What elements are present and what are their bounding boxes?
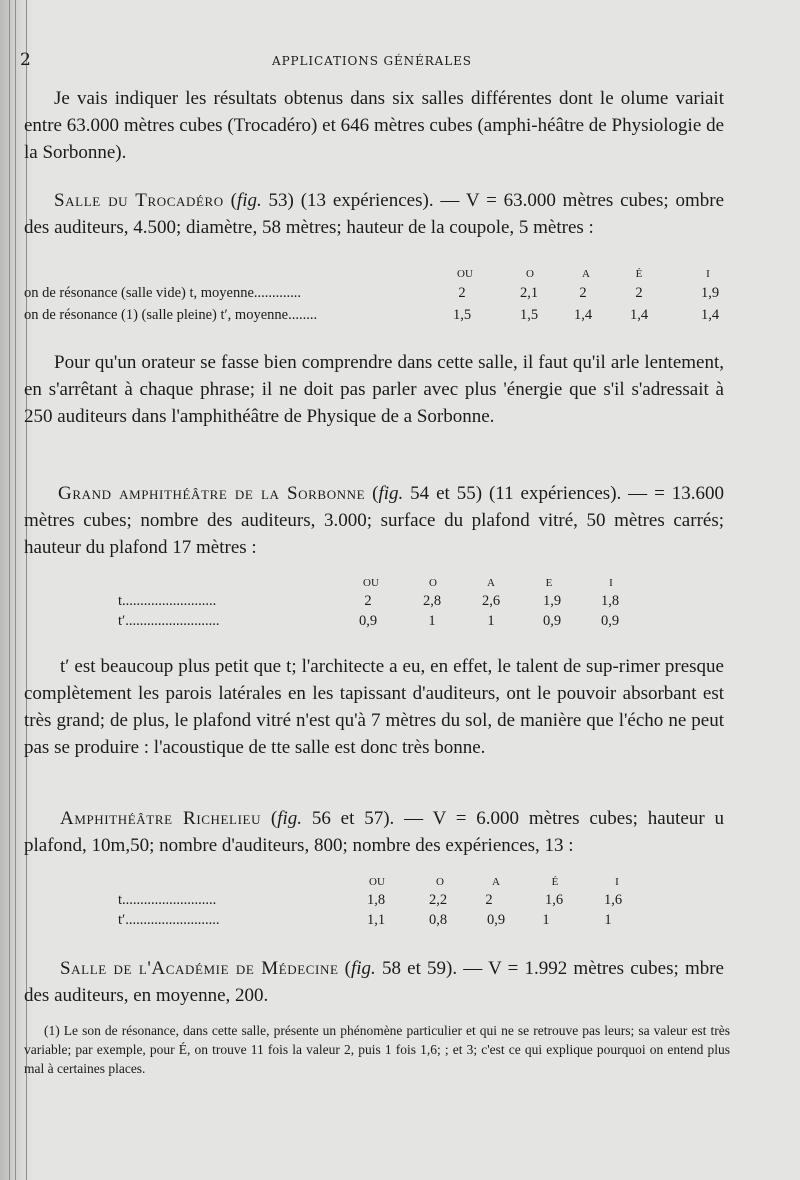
table-cell: 1	[542, 912, 550, 928]
table-cell: 1,1	[366, 912, 386, 928]
section-trocadero-comment: Pour qu'un orateur se fasse bien comprendre dans cette salle, il faut qu'il arle lentement, en s'arrêtant à chaque phrase; il ne doit pas parler avec plus 'énergie que s'il s'adressait à 250 auditeurs dans l'amphithéâtre de Physique de a Sorbonne.	[24, 352, 724, 427]
section-details: 58 et 59). — V = 1.992 mètres cubes; mbre des auditeurs, en moyenne, 200.	[24, 958, 724, 1006]
table-header: I	[706, 268, 710, 280]
table-header: A	[487, 577, 495, 589]
table-cell: 2	[485, 892, 493, 908]
table-header: OU	[457, 268, 473, 280]
table-header: A	[492, 876, 500, 888]
table-cell: 1,8	[600, 593, 620, 609]
section-details: 54 et 55) (11 expériences). — = 13.600 mètres cubes; nombre des auditeurs, 3.000; surface du plafond vitré, 50 mètres carrés; hauteur du plafond 17 mètres :	[24, 483, 724, 558]
table-row-label: on de résonance (salle vide) t, moyenne.............	[24, 285, 302, 301]
table-cell: 1	[487, 613, 495, 629]
section-academie-intro: Salle de l'Académie de Médecine (fig. 58 et 59). — V = 1.992 mètres cubes; mbre des auditeurs, en moyenne, 200.	[24, 958, 724, 1006]
table-header: O	[436, 876, 444, 888]
table-sorbonne	[0, 574, 800, 630]
table-cell: 2	[458, 285, 466, 301]
intro-paragraph: Je vais indiquer les résultats obtenus dans six salles différentes dont le olume variait entre 63.000 mètres cubes (Trocadéro) et 646 mètres cubes (amphi-héâtre de Physiologie de la Sorbonne).	[24, 88, 724, 163]
table-cell: 0,9	[358, 613, 378, 629]
table-row-label: t..........................	[118, 593, 217, 609]
table-cell: 1,9	[542, 593, 562, 609]
table-header: I	[615, 876, 619, 888]
section-heading: Salle du Trocadéro	[54, 190, 224, 211]
table-row-label: on de résonance (1) (salle pleine) t′, moyenne........	[24, 307, 318, 323]
table-cell: 1,6	[544, 892, 564, 908]
table-cell: 2,2	[428, 892, 448, 908]
section-richelieu-intro: Amphithéâtre Richelieu (fig. 56 et 57). — V = 6.000 mètres cubes; hauteur u plafond, 10m,50; nombre d'auditeurs, 800; nombre des expériences, 13 :	[24, 808, 724, 856]
section-details: 53) (13 expériences). — V = 63.000 mètres cubes; ombre des auditeurs, 4.500; diamètre, 58 mètres; hauteur de la coupole, 5 mètres :	[24, 190, 725, 238]
table-cell: 1,6	[603, 892, 623, 908]
table-header: E	[545, 577, 553, 589]
section-details: 56 et 57). — V = 6.000 mètres cubes; hauteur u plafond, 10m,50; nombre d'auditeurs, 800; nombre des expériences, 13 :	[24, 808, 724, 856]
table-header: É	[635, 268, 643, 280]
section-heading: Amphithéâtre Richelieu	[60, 808, 262, 829]
table-header: I	[609, 577, 613, 589]
table-trocadero	[0, 265, 800, 325]
table-header: A	[582, 268, 590, 280]
table-cell: 1	[604, 912, 612, 928]
table-cell: 0,9	[600, 613, 620, 629]
table-cell: 2,1	[519, 285, 539, 301]
table-cell: 2	[579, 285, 587, 301]
table-cell: 0,8	[428, 912, 448, 928]
figure-reference: fig.	[277, 808, 303, 829]
page-number: 2	[20, 50, 31, 70]
section-trocadero-intro: Salle du Trocadéro (fig. 53) (13 expériences). — V = 63.000 mètres cubes; ombre des auditeurs, 4.500; diamètre, 58 mètres; hauteur de la coupole, 5 mètres :	[24, 190, 725, 238]
table-cell: 2,6	[481, 593, 501, 609]
table-cell: 1,5	[452, 307, 472, 323]
table-cell: 1,4	[629, 307, 649, 323]
table-cell: 2	[364, 593, 372, 609]
section-heading: Salle de l'Académie de Médecine	[60, 958, 339, 979]
table-cell: 1,4	[573, 307, 593, 323]
running-head: APPLICATIONS GÉNÉRALES	[272, 54, 472, 68]
table-header: OU	[369, 876, 385, 888]
table-cell: 1	[428, 613, 436, 629]
table-header: OU	[363, 577, 379, 589]
footnote: (1) Le son de résonance, dans cette salle, présente un phénomène particulier et qui ne se retrouve pas leurs; sa valeur est très variable; par exemple, pour É, on trouve 11 fois la valeur 2, puis 1 fois 1,6; ; et 3; c'est ce qui explique pourquoi on entend plus mal à certaines places.	[24, 1023, 730, 1076]
table-header: O	[429, 577, 437, 589]
section-sorbonne-comment: t′ est beaucoup plus petit que t; l'architecte a eu, en effet, le talent de sup-rimer presque complètement les parois latérales en les tapissant d'auditeurs, ont le pouvoir absorbant est très grand; de plus, le plafond vitré n'est qu'à 7 mètres du sol, de manière que l'écho ne peut pas se produire : l'acoustique de tte salle est donc très bonne.	[24, 656, 724, 758]
table-cell: 1,5	[519, 307, 539, 323]
section-heading: Grand amphithéâtre de la Sorbonne	[58, 483, 366, 504]
table-cell: 0,9	[542, 613, 562, 629]
figure-reference: fig.	[378, 483, 404, 504]
section-sorbonne-intro: Grand amphithéâtre de la Sorbonne (fig. 54 et 55) (11 expériences). — = 13.600 mètres cubes; nombre des auditeurs, 3.000; surface du plafond vitré, 50 mètres carrés; hauteur du plafond 17 mètres :	[24, 483, 724, 558]
table-cell: 1,4	[700, 307, 720, 323]
table-row-label: t′..........................	[118, 912, 220, 928]
figure-reference: fig.	[236, 190, 262, 211]
table-richelieu	[0, 873, 800, 929]
table-row-label: t..........................	[118, 892, 217, 908]
table-cell: 1,9	[700, 285, 720, 301]
table-header: É	[551, 876, 559, 888]
table-cell: 2,8	[422, 593, 442, 609]
table-cell: 2	[635, 285, 643, 301]
table-cell: 1,8	[366, 892, 386, 908]
table-cell: 0,9	[486, 912, 506, 928]
table-row-label: t′..........................	[118, 613, 220, 629]
figure-reference: fig.	[351, 958, 376, 979]
table-header: O	[526, 268, 534, 280]
